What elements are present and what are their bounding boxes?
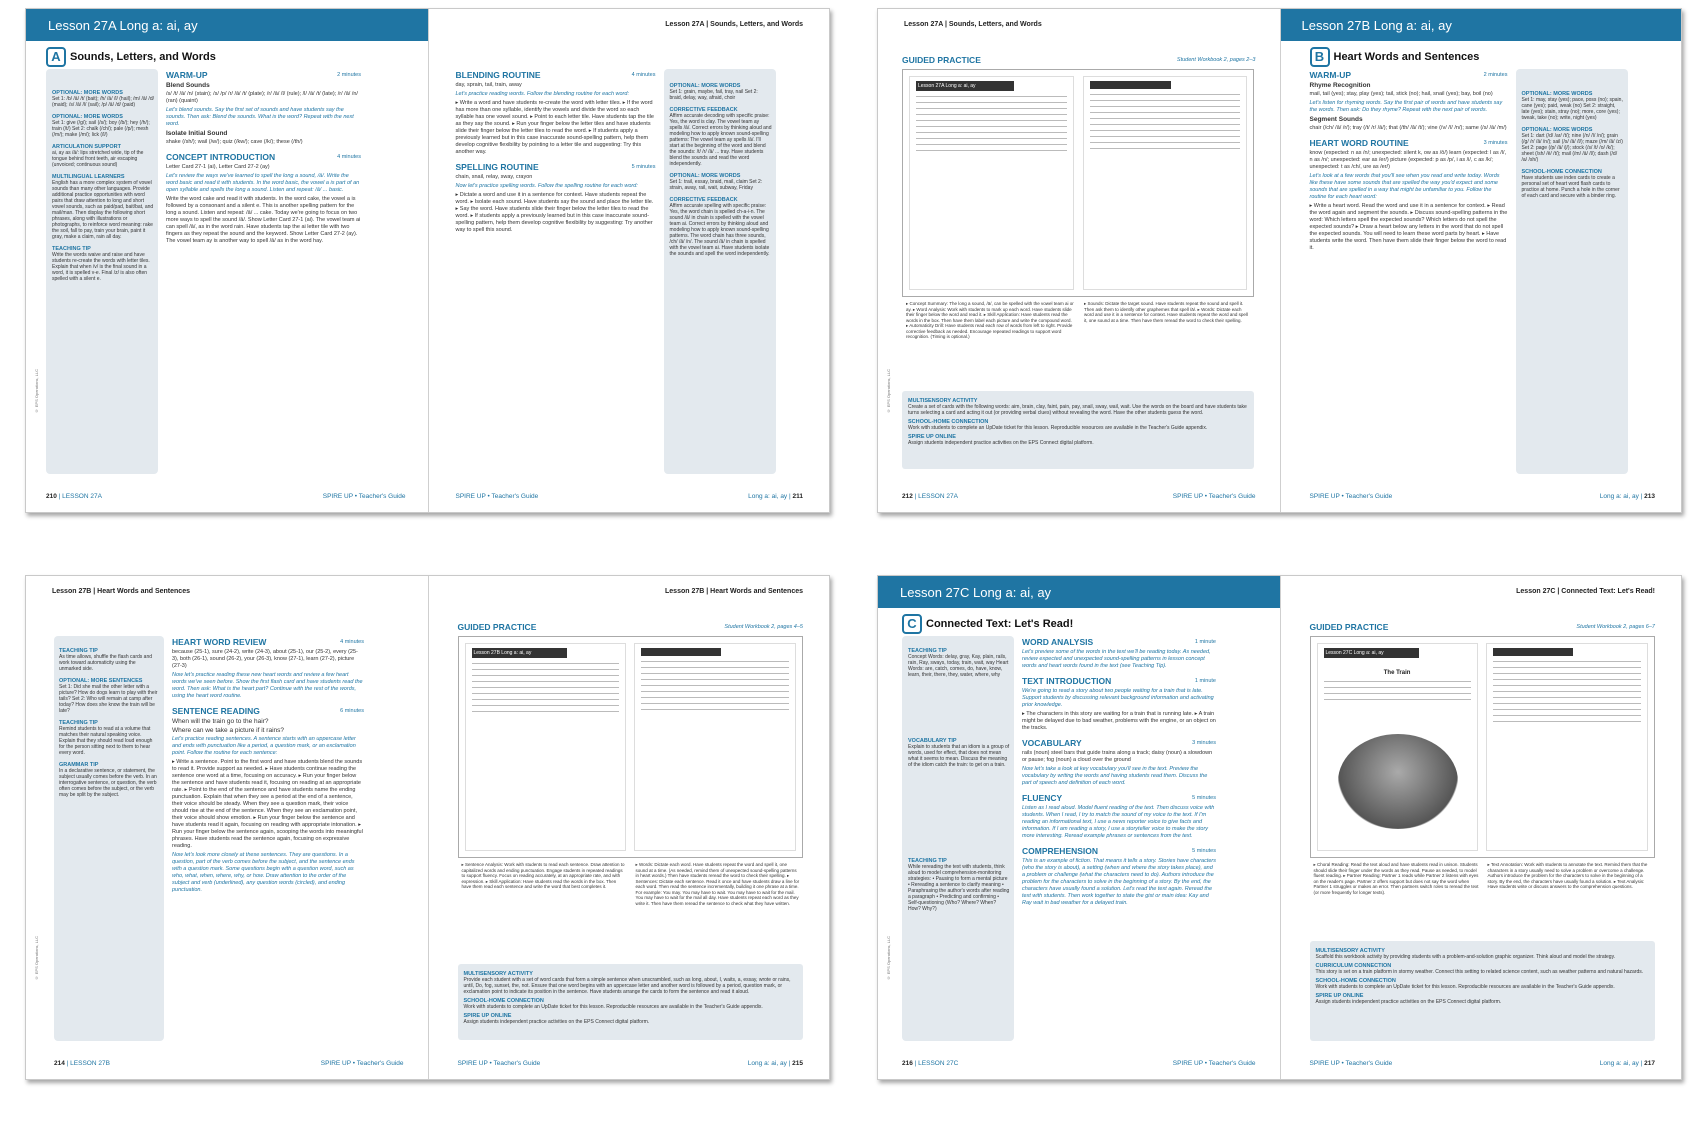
box-heading: MULTISENSORY ACTIVITY [463,971,533,977]
workbook-line [916,144,1067,145]
main-column [456,64,656,234]
running-head: Lesson 27A | Sounds, Letters, and Words [904,21,1042,28]
workbook-line [641,673,788,674]
box-heading: SPIRE UP ONLINE [908,434,956,440]
sidebar-heading: OPTIONAL: MORE WORDS [669,173,741,179]
page-214 [26,576,428,1079]
sidebar-text: Set 1: grain, maybe, fail, tray, nail Set 2: braid, delay, way, afraid, choir [669,89,758,101]
workbook-line [472,687,619,688]
minutes-label: 2 minutes [1483,72,1508,78]
sidebar-text: Have students use index cards to create a personal set of heart word flash cards to practice at home. Punch a hole in the corner of each card and secure with a binder ring. [1521,175,1620,199]
body-text: Letter Card 27-1 (ai), Letter Card 27-2 (ay) [166,164,270,170]
sidebar-heading: SCHOOL-HOME CONNECTION [1521,169,1602,175]
page-number: 215 [792,1060,803,1067]
routine-steps: ▸ Dictate a word and use it in a sentence for context. Have students repeat the word. ▸ Isolate each sound. Have students say the sound and place the letter tile. ▸ Say the word. Have students slide their finger below the letter tiles to read the word. ▸ If students apply a previously learned but in this case inaccurate sound-spelling pattern, help them develop cognitive flexibility by suggesting: Try another way to spell this sound. [455,192,654,233]
workbook-line [1493,667,1640,668]
body-text: rails (noun) steel bars that guide trains along a track; daisy (noun) a slowdown or pause; fog (noun) a cloud over the ground [1022,750,1213,763]
teacher-script: Now let's practice reading these new heart words and review a few heart words we've seen before. Show the first flash card and have students read the word. Then ask: What is the heart part? Continue with the rest of the words, using the heart word routine. [172,672,363,699]
workbook-notes-right: ▸ Text Annotation: Work with students to annotate the text. Remind them that the characters in a story usually need to solve a problem or overcome a challenge. Authors introduce the problem for the characters to solve in the beginning of a story. By the end, the characters have usually found a solution. ▸ Text Analysis: Have students write or discuss answers to the comprehension questions. [1487,862,1648,889]
page-footer: Long a: ai, ay | 217 [1599,1060,1655,1067]
sidebar-heading: GRAMMAR TIP [59,762,99,768]
workbook-thumbnail [1310,636,1655,858]
sidebar-text: In a declarative sentence, or statement, the subject usually comes before the verb. In an interrogative sentence, or question, the verb often comes before the subject, or the verb may be split by the subject. [59,768,157,798]
lesson-badge-a: A [46,47,66,67]
heading-text: COMPREHENSION [1022,846,1099,856]
minutes-label: 3 minutes [1483,140,1508,146]
workbook-thumbnail [902,69,1254,297]
lesson-bar: Lesson 27C Long a: ai, ay [878,576,1280,608]
workbook-notes-right: ▸ Words: Dictate each word. Have students repeat the word and spell it, one sound at a time. (As needed, remind them of unexpected sound-spelling patterns in heart words.) Then have students reread the word to check their spelling. ▸ Sentences: Dictate each sentence. Read it once and have students draw a line for each word. Then read the sentence incrementally, building it one phrase at a time. For example: You may. You may have to wait. You may have to wait for the mail. You may have to wait for the mail all day. Have students repeat each word as they write it. Then have them reread the sentence to check what they have written. [635,862,800,906]
sidebar-heading: ARTICULATION SUPPORT [52,144,121,150]
sidebar-heading: OPTIONAL: MORE WORDS [669,83,741,89]
spelling-routine-heading [456,162,656,172]
page-number: 216 [902,1060,913,1067]
workbook-line [641,679,788,680]
activity-box [458,964,803,1040]
teacher-script: Now let's take a look at key vocabulary you'll see in the text. Preview the vocabulary by writing the words and having students read them. Discuss the part of speech and definition of each word. [1022,766,1208,786]
footer-lesson: Long a: ai, ay [1599,493,1639,500]
body-text: chair (/ch/ /ā/ /r/); tray (/t/ /r/ /ā/); that (/th/ /ă/ /t/); vine (/v/ /ī/ /n/); same (/s/ /ā/ /m/) [1309,125,1507,131]
train-platform-photo [1338,734,1458,829]
lesson-bar: Lesson 27A Long a: ai, ay [26,9,428,41]
workbook-line [1090,142,1241,143]
page-number: 212 [902,493,913,500]
sidebar-heading: TEACHING TIP [59,720,98,726]
heading-text: FLUENCY [1022,793,1063,803]
main-column [1310,64,1508,252]
workbook-line [472,693,619,694]
running-head: Lesson 27C | Connected Text: Let's Read! [1516,588,1655,595]
heading-text: VOCABULARY [1022,738,1082,748]
workbook-line [1090,112,1241,113]
footer-lesson: LESSON 27C [918,1060,959,1067]
footer-guide: SPIRE UP • Teacher's Guide [322,493,406,500]
footer-guide: SPIRE UP • Teacher's Guide [457,1060,541,1067]
box-heading: SPIRE UP ONLINE [1315,993,1364,999]
sidebar-notes [59,642,159,798]
sidebar-notes [52,84,154,282]
lesson-badge-b: B [1310,47,1330,67]
heading-text: WARM-UP [166,70,208,80]
footer-guide: SPIRE UP • Teacher's Guide [1172,1060,1256,1067]
workbook-line [1493,685,1640,686]
body-text: /s/ /t/ /ā/ /n/ (stain); /s/ /p/ /r/ /ā/ /t/ (plate); /r/ /ā/ /l/ (rule); /l/ /ā/ /t/ (late); /r/ /ā/ /n/ (ran) (quaint) [166,91,358,104]
teacher-script: Let's blend sounds. Say the first set of sounds and have students say the sounds. Then ask: Blend the sounds. What is the word? Repeat with the next word. [166,107,354,127]
workbook-thumbnail [458,636,803,858]
box-heading: MULTISENSORY ACTIVITY [1315,948,1385,954]
copyright-vertical: © EPS Operations, LLC [886,936,891,981]
workbook-line [1493,679,1640,680]
box-text: Assign students independent practice activities on the EPS Connect digital platform. [463,1019,650,1025]
workbook-line [916,126,1067,127]
sidebar-heading: OPTIONAL: MORE WORDS [52,114,123,120]
activity-box [902,391,1254,469]
box-text: Work with students to complete an UpDate ticket for this lesson. Reproducible resources are available in the Teacher's Guide appendix. [908,425,1208,431]
workbook-line [472,669,619,670]
sidebar-heading: OPTIONAL: MORE SENTENCES [59,678,143,684]
minutes-label: 6 minutes [340,708,364,714]
minutes-label: 5 minutes [631,164,656,170]
section-title-text: Sounds, Letters, and Words [70,51,216,63]
workbook-line [1493,703,1640,704]
page-number: 213 [1644,493,1655,500]
workbook-line [1324,699,1471,700]
workbook-line [641,667,788,668]
minutes-label: 4 minutes [631,72,656,78]
teacher-script: Let's practice reading words. Follow the blending routine for each word: [455,91,629,97]
workbook-line [1090,118,1241,119]
footer-guide: SPIRE UP • Teacher's Guide [1172,493,1256,500]
sidebar-heading: CORRECTIVE FEEDBACK [669,197,738,203]
sidebar-heading: TEACHING TIP [52,246,91,252]
comprehension-heading [1022,846,1216,856]
workbook-line [472,705,619,706]
box-heading: MULTISENSORY ACTIVITY [908,398,978,404]
workbook-line [916,132,1067,133]
heading-text: HEART WORD ROUTINE [1309,138,1409,148]
page-footer: 216 | LESSON 27C [902,1060,959,1067]
box-text: Work with students to complete an UpDate ticket for this lesson. Reproducible resources are available in the Teacher's Guide appendix. [463,1004,763,1010]
teacher-script: We're going to read a story about two people waiting for a train that is late. Support students by discussing relevant background information and activating prior knowledge. [1022,688,1214,708]
sidebar-text: Affirm accurate spelling with specific praise: Yes, the word chain is spelled ch-a-i-n. The sound /ā/ in chain is spelled with the vowel team ai. Correct errors by thinking aloud and modeling how to apply known sound-spelling patterns. The word chain has three sounds, /ch/ /ā/ /n/. The sound /ā/ in chain is spelled with the vowel team ai. Have students isolate the sounds and spell the word independently. [669,203,770,257]
main-column [172,631,364,894]
page-number: 211 [792,493,803,500]
running-head: Lesson 27A | Sounds, Letters, and Words [665,21,803,28]
story-title: The Train [1383,670,1411,676]
page-number: 217 [1644,1060,1655,1067]
box-text: Assign students independent practice activities on the EPS Connect digital platform. [908,440,1094,446]
workbook-header [641,648,721,656]
workbook-page-left [465,643,626,851]
page-212 [878,9,1280,512]
workbook-line [641,691,788,692]
minutes-label: 1 minute [1194,678,1216,684]
workbook-line [916,120,1067,121]
sidebar-heading: TEACHING TIP [908,858,947,864]
workbook-line [472,699,619,700]
lesson-bar: Lesson 27B Long a: ai, ay [1280,9,1682,41]
workbook-header [1493,648,1573,656]
workbook-line [1324,693,1471,694]
concept-introduction-heading [166,152,361,162]
body-text: know (expected: n as /n/; unexpected: silent k, ow as /ō/) learn (expected: l as /l/, n as /n/; unexpected: ear as /er/) picture (expected: p as /p/, i as /i/, c as /k/; unexpected: t as /ch/, ure as /er/) [1309,150,1507,170]
section-title-text: Heart Words and Sentences [1333,51,1480,63]
routine-steps: ▸ Write a sentence. Point to the first word and have students blend the sounds to read it. Provide support as needed. ▸ Have students continue reading the sentence one word at a time, focusing on accuracy. ▸ Run your finger below the sentence and have students read it, focusing on reading at an appropriate rate. ▸ Point to the end of the sentence and have students name the ending punctuation. Explain that when they see a period at the end of a sentence, their voice should be steady. When they see a question mark, their voice should rise at the end of the sentence. When they see an exclamation point, their voice should show emotion. ▸ Run your finger below the sentence and have students read it again, focusing on reading with appropriate intonation. ▸ Run your finger below the sentence again, scooping the words into meaningful phrases. Have students read the sentence again, focusing on expressive reading. [172,759,363,849]
footer-guide: SPIRE UP • Teacher's Guide [1309,1060,1393,1067]
heading-text: TEXT INTRODUCTION [1022,676,1112,686]
copyright-vertical: © EPS Operations, LLC [34,936,39,981]
workbook-notes-left: ▸ Choral Reading: Read the text aloud and have students read in unison. Students should slide their finger under the words as they read. Pause as needed, to model fluent reading. ▸ Partner Reading: Partner 1 reads while Partner 2 listens with eyes on the reader's page. Partner 2 offers support but does not say the word when Partner 1 struggles or makes an error. Then partners switch roles to reread the text (or more frequently for longer texts). [1313,862,1479,895]
workbook-line [1090,94,1241,95]
sidebar-text: English has a more complex system of vowel sounds than many other languages. Provide additional practice opportunities with word pairs that draw attention to long and short vowel sounds, such as paid/pad, bait/bat, and mail/man. Then display the following short phrases, along with illustrations or photographs, to reinforce word meaning: rake the soil, fall to pay, train your brain, paint it gray, make a claim, rain all day. [52,180,154,240]
workbook-line [641,709,788,710]
sidebar-text: Set 1: give (/g/); sail (/s/); boy (/b/); hey (/h/); train (/t/) Set 2: chalk (/ch/); pale (/p/); mesh (/m/); make (/m/); lick (/l/) [52,120,150,138]
page-footer: Long a: ai, ay | 215 [747,1060,803,1067]
sidebar-text: Remind students to read at a volume that matches their natural speaking voice. Explain that they should read loud enough for the person sitting next to them to hear every word. [59,726,153,756]
workbook-line [1090,124,1241,125]
workbook-line [1493,691,1640,692]
box-text: Work with students to complete an UpDate ticket for this lesson. Reproducible resources are available in the Teacher's Guide appendix. [1315,984,1615,990]
activity-box [1310,941,1655,1041]
heart-word-routine-heading [1310,138,1508,148]
heading-text: WARM-UP [1309,70,1352,80]
sidebar-heading: VOCABULARY TIP [908,738,957,744]
guided-practice-heading: GUIDED PRACTICE [457,622,537,632]
word-list: chain, snail, relay, sway, crayon [455,174,533,180]
running-head: Lesson 27B | Heart Words and Sentences [665,588,803,595]
heading-text: CONCEPT INTRODUCTION [166,152,276,162]
sentence-reading-heading [172,706,364,716]
workbook-reference: Student Workbook 2, pages 6–7 [1576,624,1655,630]
box-text: This story is set on a train platform in stormy weather. Connect this setting to related science content, such as weather patterns and natural hazards. [1315,969,1644,975]
workbook-line [1493,721,1640,722]
page-210 [26,9,428,512]
subheading: Segment Sounds [1309,116,1363,123]
spread-216-217 [877,575,1682,1080]
minutes-label: 5 minutes [1192,848,1216,854]
sidebar-text: Set 1: dart (/d/ /ar/ /t/); nine (/n/ /ī/ /n/); grain (/g/ /r/ /ā/ /n/); sail (/s/ /ā/ /l/); maze (/m/ /ā/ /z/) Set 2: page (/p/ /ā/ /j/); stock (/s/ /t/ /o/ /k/); sheet (/sh/ /ē/ /t/); mail (/m/ /ā/ /l/); dash (/d/ /a/ /sh/) [1521,133,1623,163]
heading-text: HEART WORD REVIEW [172,637,267,647]
workbook-line [916,114,1067,115]
sidebar-text: Concept Words: delay, gray, Kay, plain, rails, rain, Ray, sways, today, train, wait, way Heart Words: are, catch, comes, do, have, know, learn, their, there, they, water, where, why [908,654,1009,678]
workbook-line [916,96,1067,97]
sidebar-text: Explain to students that an idiom is a group of words, used for effect, that does not mean what it seems to mean. Discuss the meaning of the idiom catch the train: to get on a train. [908,744,1010,768]
heart-word-review-heading [172,637,364,647]
section-title-text: Connected Text: Let's Read! [926,618,1074,630]
workbook-label: Lesson 27C Long a: ai, ay [1324,648,1420,658]
body-text: mail, tail (yes); stay, play (yes); tail, stick (no); hail, snail (yes); bay, boil (no) [1309,91,1493,97]
footer-guide: SPIRE UP • Teacher's Guide [1309,493,1393,500]
page-footer: 214 | LESSON 27B [54,1060,110,1067]
sidebar-heading: MULTILINGUAL LEARNERS [52,174,125,180]
footer-guide: SPIRE UP • Teacher's Guide [455,493,539,500]
workbook-line [641,697,788,698]
box-heading: CURRICULUM CONNECTION [1315,963,1392,969]
box-heading: SCHOOL-HOME CONNECTION [908,419,989,425]
heading-text: WORD ANALYSIS [1022,637,1094,647]
box-heading: SCHOOL-HOME CONNECTION [1315,978,1396,984]
box-heading: SPIRE UP ONLINE [463,1013,512,1019]
minutes-label: 1 minute [1194,639,1216,645]
workbook-line [1493,673,1640,674]
guided-practice-heading: GUIDED PRACTICE [1309,622,1389,632]
workbook-page-right [1083,76,1248,290]
page-footer: Long a: ai, ay | 211 [748,493,803,500]
box-text: Create a set of cards with the following words: aim, brain, clay, faint, pain, pay, snail, sway, wail, wait. Use the words on the board and have students take turns selecting a card and acting it out (or providing verbal clues) without revealing the word. Have the other students guess the word. [908,404,1247,416]
workbook-line [641,661,788,662]
teacher-script: Let's review the ways we've learned to spell the long a sound, /ā/. Write the word basic and read it with students. In the word basic, the vowel a is part of an open syllable and spells the long a sound. Listen and repeat: /ā/ ... basic. [166,173,360,193]
box-text: Scaffold this workbook activity by providing students with a problem-and-solution graphic organizer. Think aloud and model the strategy. [1315,954,1616,960]
workbook-line [641,685,788,686]
workbook-line [1493,697,1640,698]
heading-text: SENTENCE READING [172,706,260,716]
blending-routine-heading [456,70,656,80]
main-column [1022,631,1216,907]
body-text: ▸ The characters in this story are waiting for a train that is running late. ▸ A train might be delayed due to bad weather, problems with the engine, or an object on the tracks. [1022,711,1216,731]
spread-214-215 [25,575,830,1080]
sidebar-text: ai, ay as /ā/: lips stretched wide, tip of the tongue behind front teeth, air escaping (unvoiced; continuous sound) [52,150,144,168]
subheading: Isolate Initial Sound [166,130,228,137]
main-column [166,64,361,245]
page-217 [1280,576,1682,1079]
spread-212-213 [877,8,1682,513]
workbook-line [1493,709,1640,710]
subheading: Blend Sounds [166,82,210,89]
sidebar-heading: OPTIONAL: MORE WORDS [1521,127,1593,133]
workbook-line [916,102,1067,103]
word-list: day, sprain, tail, train, away [455,82,522,88]
sidebar-heading: CORRECTIVE FEEDBACK [669,107,738,113]
workbook-page-left [909,76,1074,290]
workbook-page-right [1486,643,1647,851]
footer-guide: SPIRE UP • Teacher's Guide [320,1060,404,1067]
workbook-line [1090,148,1241,149]
minutes-label: 2 minutes [337,72,361,78]
footer-lesson: LESSON 27A [918,493,958,500]
sidebar-heading: TEACHING TIP [59,648,98,654]
workbook-label: Lesson 27A Long a: ai, ay [916,81,1014,91]
sidebar-text: Set 1: may, stay (yes); pace, poss (no); spain, cane (yes); paid, weak (no) Set 2: straight, late (yes); stain, stray (no); more, core (yes); tweak, take (no); write, night (yes) [1521,97,1623,121]
page-footer: 210 | LESSON 27A [46,493,102,500]
guided-practice-heading: GUIDED PRACTICE [902,55,981,65]
page-number: 210 [46,493,57,500]
sidebar-text: Set 1: Did she mail the other letter with a picture? How do dogs learn to play with their tails? Set 2: Who will remain at camp after today? How does she know the train will be late? [59,684,158,714]
teacher-script: Listen as I read aloud. Model fluent reading of the text. Then discuss voice with students. When I read, I try to match the sound of my voice to the text. If I'm reading an informational text, I use a news reporter voice to give facts and information. If I am reading a story, I use a storyteller voice to make the story more interesting. Reread example phrases or sentences from the text. [1022,805,1215,839]
workbook-line [472,675,619,676]
body-text: Write the word cake and read it with students. In the word cake, the vowel a is followed by a consonant and a silent e. This is another spelling pattern for the long a sound. Listen and repeat: /ā/ ... cake. Today we're going to focus on two more ways to spell the sound /ā/. Show Letter Card 27-1 (ai). The vowel team ai can spell /ā/, as in the word rain. Have students tap the ai letter tile with two fingers as they repeat the sound and the keyword. Show Letter Card 27-2 (ay). The vowel team ay is another way to spell /ā/ as in the word hay. [166,196,361,244]
heading-text: BLENDING ROUTINE [455,70,541,80]
teacher-script: Now let's look more closely at these sentences. They are questions. In a question, part of the verb comes before the subject, and the sentence ends with a question mark. Some questions begin with a question word, such as who, what, when, where, why, or how. Draw attention to the order of the subject and verb (underlined), any question words (circled), and ending punctuation. [172,852,355,893]
sidebar-notes [908,642,1010,912]
minutes-label: 3 minutes [1192,740,1216,746]
minutes-label: 4 minutes [340,639,364,645]
workbook-reference: Student Workbook 2, pages 4–5 [724,624,803,630]
sidebar-text: Affirm accurate decoding with specific praise: Yes, the word is clay. The vowel team ay spells /ā/. Correct errors by thinking aloud and modeling how to apply known sound-spelling patterns: The vowel team ay spells /ā/. I'll start at the beginning of the word and blend the sounds: /t/ /r/ /ā/ ... tray. Have students blend the sounds and read the word independently. [669,113,772,167]
workbook-line [916,108,1067,109]
page-number: 214 [54,1060,65,1067]
sidebar-notes [670,77,772,257]
footer-lesson: LESSON 27A [62,493,102,500]
sentence: When will the train go to the hair? [172,718,269,725]
page-216 [878,576,1280,1079]
workbook-page-right [634,643,795,851]
workbook-line [916,150,1067,151]
teacher-script: Let's look at a few words that you'll see when you read and write today. Words like these have some sounds that are spelled the way you'd expect and some sounds that are spelled in a way that might be unfamiliar to you. Follow the routine for each heart word: [1309,173,1500,200]
workbook-page-left [1317,643,1478,851]
sentence: Where can we take a picture if it rains? [172,727,284,734]
page-215 [428,576,830,1079]
workbook-line [1090,100,1241,101]
sidebar-text: Set 1: trail, essay, braid, mail, claim Set 2: strain, away, rail, wait, subway, Friday [669,179,763,191]
heading-text: SPELLING ROUTINE [455,162,539,172]
workbook-line [472,663,619,664]
teacher-script: This is an example of fiction. That means it tells a story. Stories have characters (who the story is about), a setting (when and where the story takes place), and a problem or challenge (what the characters need to do). Authors introduce the problem for the characters to solve in the beginning of a story. By the end, the characters have usually found a solution. Let's read the text again. Reread the text with students. Then work together to state the gist or main idea: Kay and Ray wait in bad weather for a delayed train. [1022,858,1217,906]
workbook-reference: Student Workbook 2, pages 2–3 [1176,57,1256,63]
sidebar-text: Write the words waive and raise and have students re-create the words with letter tiles. Explain that when /v/ is the final sound in a word, it is spelled v-e. Final /z/ is also often spelled with a silent e. [52,252,150,282]
footer-lesson: Long a: ai, ay [1599,1060,1639,1067]
workbook-line [1090,130,1241,131]
word-analysis-heading [1022,637,1216,647]
page-footer: Long a: ai, ay | 213 [1599,493,1655,500]
routine-steps: ▸ Write a heart word. Read the word and use it in a sentence for context. ▸ Read the word again and segment the sounds. ▸ Discuss sound-spelling patterns in the word: Which letters spell the expected sounds? Which letters do not spell the expected sounds? ▸ Draw a heart below any letters in the word that do not spell the expected sounds. You will need to learn these word parts by heart. ▸ Have students write the word. Then have them slide their finger below the word to read it. [1309,203,1508,251]
footer-lesson: Long a: ai, ay [748,493,788,500]
workbook-notes-left: ▸ Sentence Analysis: Work with students to read each sentence. Draw attention to capitalized words and ending punctuation. Engage students in repeated readings to support fluency. Focus on reading accurately, at an appropriate rate, and with expression. ▸ Skill Application: Have students read the words in the box. Then have them read each sentence and write the word that best completes it. [461,862,625,889]
page-footer: 212 | LESSON 27A [902,493,958,500]
vocabulary-heading [1022,738,1216,748]
workbook-notes-left: ▸ Concept Summary: The long a sound, /ā/, can be spelled with the vowel team ai or ay. ▸ Word Analysis: Work with students to mark up each word. Have students slide their finger below the word and read it. ▸ Skill Application: Have students read the words in the box. Then have them label each picture and write the compound word. ▸ Automaticity Drill: Have students read each row of words from left to right. Provide corrective feedback as needed. Encourage repeated readings to support word recognition. (Timing is optional.) [906,301,1074,339]
body-text: because (25-1), sure (24-2), write (24-3), about (25-1), our (25-2), every (25-3), both (26-1), sound (26-2), your (26-3), know (27-1), learn (27-2), picture (27-3) [172,649,358,669]
page-211 [428,9,830,512]
box-heading: SCHOOL-HOME CONNECTION [463,998,544,1004]
text-introduction-heading [1022,676,1216,686]
routine-steps: ▸ Write a word and have students re-create the word with letter tiles. ▸ If the word has more than one syllable, identify the vowels and divide the word so each syllable has one vowel sound. ▸ Point to each letter tile. Have students tap the tile as they say the sound. ▸ Run your finger below the letter tiles and have students slide their finger below the letter tiles to read the word. ▸ If students apply a previously learned but in this case inaccurate sound-spelling pattern, help them develop cognitive flexibility by pointing to a letter tile and suggesting: Try this another way. [455,100,654,155]
fluency-heading [1022,793,1216,803]
running-head: Lesson 27B | Heart Words and Sentences [52,588,190,595]
workbook-header [1090,81,1171,89]
body-text: shake (/sh/); wail (/w/); quiz (/kw/); cave (/k/); these (/th/) [166,139,303,145]
footer-lesson: Long a: ai, ay [747,1060,787,1067]
teacher-script: Now let's practice spelling words. Follow the spelling routine for each word: [455,183,638,189]
sidebar-text: As time allows, shuffle the flash cards and work toward automaticity using the unmarked side. [59,654,153,672]
workbook-notes-right: ▸ Sounds: Dictate the target sound. Have students repeat the sound and spell it. Then ask them to identify other graphemes that spell /ā/. ▸ Words: Dictate each word and use it in a sentence for context. Have students repeat the word and spell it, one sound at a time. Then have them reread the word to check their spelling. [1084,301,1248,323]
subheading: Rhyme Recognition [1309,82,1371,89]
teacher-script: Let's practice reading sentences. A sentence starts with an uppercase letter and ends with punctuation like a period, a question mark, or an exclamation point. Follow the routine for each sentence: [172,736,356,756]
copyright-vertical: © EPS Operations, LLC [886,369,891,414]
minutes-label: 5 minutes [1192,795,1216,801]
footer-lesson: LESSON 27B [70,1060,110,1067]
workbook-line [472,681,619,682]
workbook-line [1090,106,1241,107]
warm-up-heading [1310,70,1508,80]
teacher-script: Let's preview some of the words in the text we'll be reading today. As needed, review expected and unexpected sound-spelling patterns in lesson concept words and heart words found in the text (see Teaching Tip). [1022,649,1211,669]
lesson-badge-c: C [902,614,922,634]
workbook-line [1324,687,1471,688]
workbook-label: Lesson 27B Long a: ai, ay [472,648,568,658]
box-text: Assign students independent practice activities on the EPS Connect digital platform. [1315,999,1502,1005]
box-text: Provide each student with a set of word cards that form a simple sentence when unscrambled, such as long, about, I, waits, a, essay, wrote or rains, until, Do, fog, sunset, the, not. Ensure that one word begins with an uppercase letter and another word is followed by a period, question mark, or exclamation point to indicate its position in the sentence. Have students arrange the cards to form the sentence and read it aloud. [463,977,791,995]
warm-up-heading [166,70,361,80]
page-213 [1280,9,1682,512]
workbook-line [1493,661,1640,662]
workbook-line [1493,715,1640,716]
spread-210-211 [25,8,830,513]
workbook-line [1090,136,1241,137]
sidebar-text: Set 1: /b/ /ā/ /t/ (bait); /h/ /ā/ /l/ (hail); /m/ /ā/ /d/ (maid); /s/ /ā/ /l/ (sail); /p/ /ā/ /d/ (paid) [52,96,154,108]
workbook-line [916,138,1067,139]
workbook-line [641,703,788,704]
minutes-label: 4 minutes [337,154,361,160]
sidebar-heading: TEACHING TIP [908,648,947,654]
sidebar-heading: OPTIONAL: MORE WORDS [52,90,123,96]
workbook-line [472,711,619,712]
workbook-line [1324,681,1471,682]
teacher-script: Let's listen for rhyming words. Say the first pair of words and have students say the words. Then ask: Do they rhyme? Repeat with the next pair of words. [1309,100,1503,113]
sidebar-heading: OPTIONAL: MORE WORDS [1521,91,1593,97]
sidebar-text: While rereading the text with students, think aloud to model comprehension-monitoring strategies: • Pausing to form a mental picture • Rereading a sentence to clarify meaning • Paraphrasing the author's words after reading a paragraph • Predicting and confirming • Self-questioning (Who? Where? When? How? Why?) [908,864,1010,912]
sidebar-notes [1522,85,1624,199]
copyright-vertical: © EPS Operations, LLC [34,369,39,414]
